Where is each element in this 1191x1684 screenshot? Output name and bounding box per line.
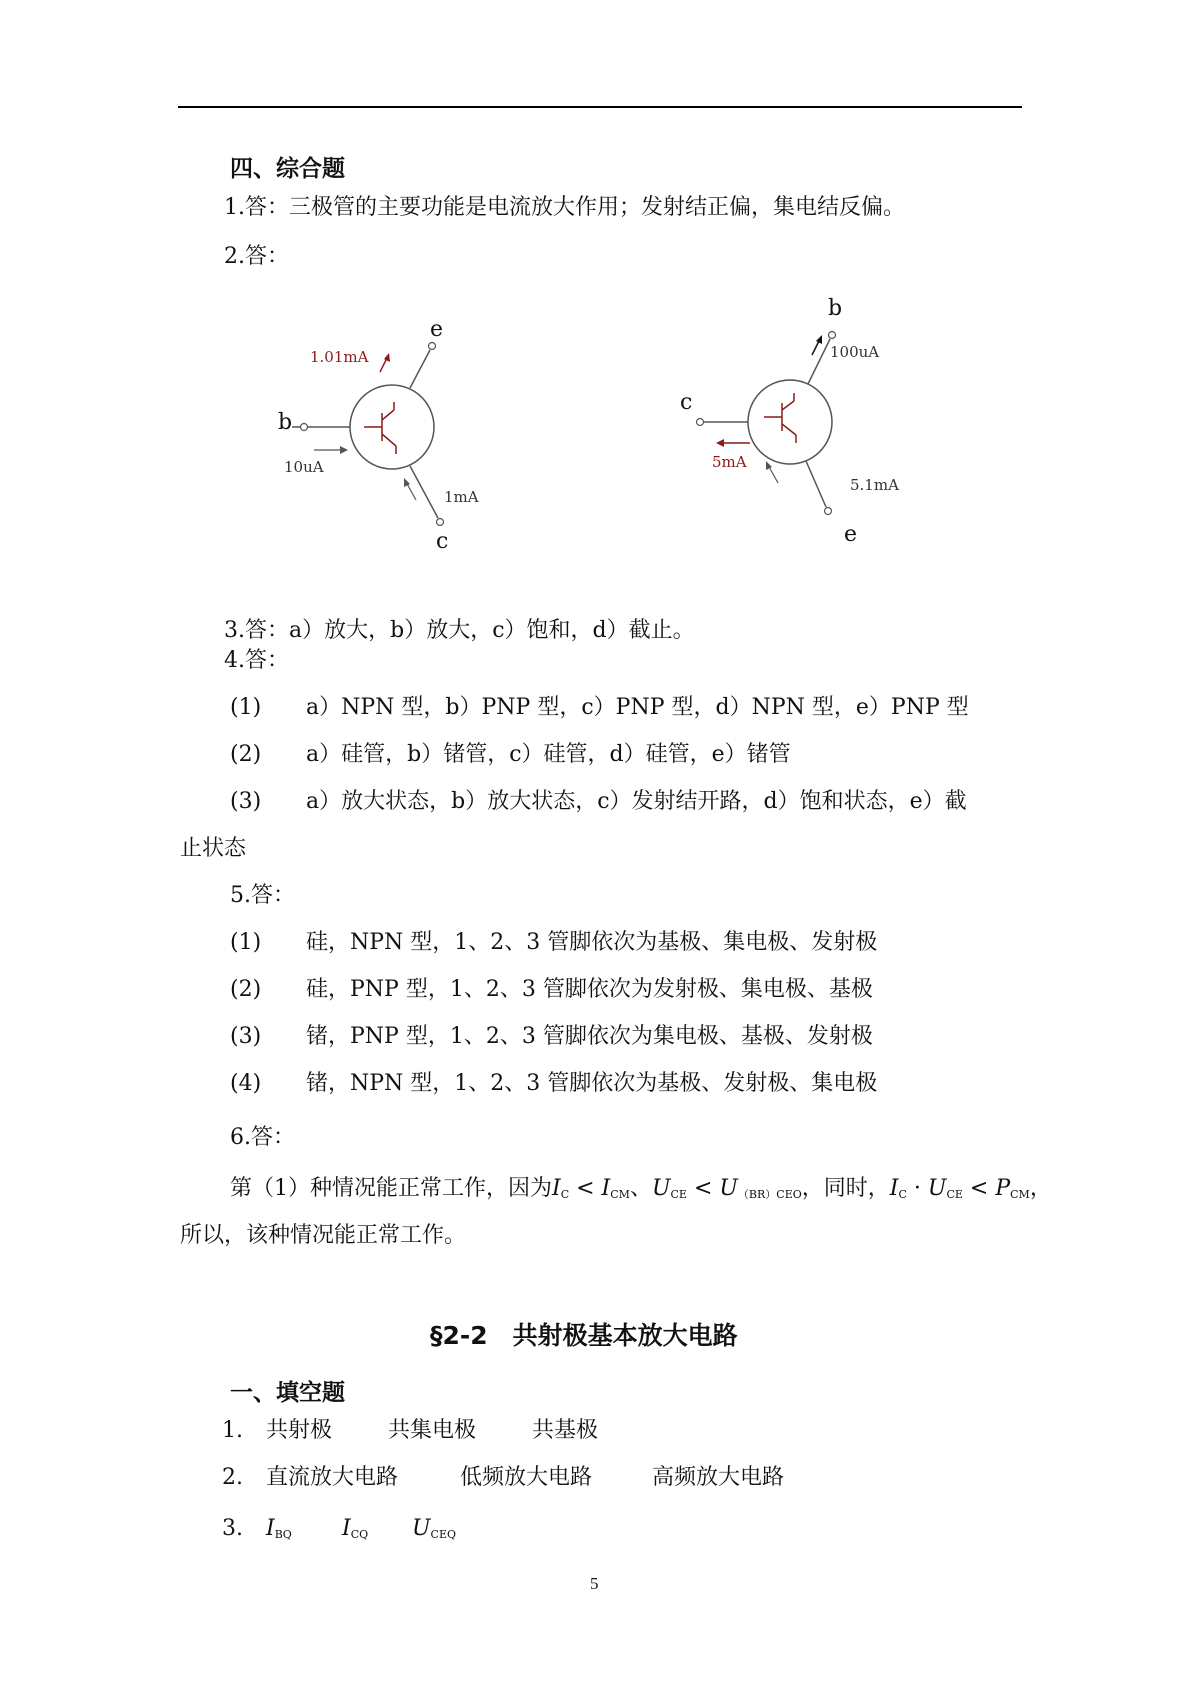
fill-blank-row-2: [222, 1463, 1022, 1493]
current-ic-left: 1mA: [444, 488, 479, 506]
item-text: 硅，NPN 型，1、2、3 管脚依次为基极、集电极、发射极: [306, 930, 878, 955]
blank-answer: 高频放大电路: [652, 1465, 785, 1490]
fill-blank-row-3: [222, 1514, 1022, 1544]
symbol-uce-sub: CE: [670, 1188, 687, 1201]
item-number: (4): [230, 1071, 262, 1096]
answer-4-wrap: 止状态: [180, 836, 247, 861]
label-c-left: c: [436, 529, 449, 554]
section-heading-comprehensive: 四、综合题: [230, 156, 345, 182]
symbol-ic-sub: C: [560, 1188, 570, 1201]
transistor-diagram-right: [660, 285, 940, 560]
dot-operator: ·: [906, 1176, 928, 1201]
section-heading-fill-blank: 一、填空题: [230, 1380, 345, 1406]
current-ie-left: 1.01mA: [310, 348, 369, 366]
label-c-right: c: [680, 390, 693, 415]
item-text: a）NPN 型，b）PNP 型，c）PNP 型，d）NPN 型，e）PNP 型: [306, 695, 969, 720]
symbol-ibq-sub: BQ: [274, 1528, 292, 1541]
item-number: (1): [230, 695, 262, 720]
symbol-uce: U: [651, 1176, 671, 1201]
answer-1: 1.答：三极管的主要功能是电流放大作用；发射结正偏，集电结反偏。: [224, 195, 905, 220]
item-number: (2): [230, 742, 262, 767]
current-ic-right: 5mA: [712, 453, 747, 471]
comma: ，: [1029, 1176, 1052, 1201]
answer-4-label: 4.答：: [224, 648, 289, 673]
symbol-ic: I: [552, 1176, 561, 1201]
row-number: 1.: [222, 1418, 243, 1443]
symbol-icm: I: [601, 1176, 611, 1201]
label-e-right: e: [844, 522, 858, 547]
less-than: <: [569, 1176, 602, 1201]
label-b-left: b: [278, 410, 293, 435]
symbol-pcm: P: [995, 1176, 1011, 1201]
blank-answer: 低频放大电路: [460, 1465, 593, 1490]
blank-answer: 共射极: [266, 1418, 333, 1443]
less-than: <: [686, 1176, 720, 1201]
symbol-ic: I: [889, 1176, 899, 1201]
symbol-ubr: U: [719, 1176, 738, 1201]
blank-answer: 直流放大电路: [266, 1465, 399, 1490]
symbol-uceq-sub: CEQ: [430, 1528, 457, 1541]
symbol-pcm-sub: CM: [1010, 1188, 1030, 1201]
item-text: 锗，PNP 型，1、2、3 管脚依次为集电极、基极、发射极: [306, 1024, 873, 1049]
symbol-icq: I: [342, 1516, 351, 1541]
answer-5-item: [230, 975, 1030, 1005]
row-number: 3.: [222, 1516, 243, 1541]
answer-6-lead: 第（1）种情况能正常工作，因为: [230, 1176, 552, 1201]
current-ib-left: 10uA: [284, 458, 324, 476]
symbol-ubr-sub: （BR）CEO: [737, 1188, 802, 1201]
answer-4-item: [230, 787, 1030, 817]
answer-5-item: [230, 928, 1030, 958]
item-number: (1): [230, 930, 262, 955]
current-ie-right: 5.1mA: [850, 476, 899, 494]
current-ib-right: 100uA: [830, 343, 880, 361]
answer-4-item: [230, 740, 1030, 770]
item-number: (3): [230, 1024, 262, 1049]
transistor-diagram-left: [270, 300, 520, 560]
answer-2-label: 2.答：: [224, 244, 289, 269]
answer-3: 3.答：a）放大，b）放大，c）饱和，d）截止。: [224, 618, 695, 643]
item-text: 硅，PNP 型，1、2、3 管脚依次为发射极、集电极、基极: [306, 977, 873, 1002]
less-than: <: [962, 1176, 996, 1201]
symbol-icq-sub: CQ: [350, 1528, 369, 1541]
label-b-right: b: [828, 296, 843, 321]
symbol-uce: U: [927, 1176, 947, 1201]
answer-6-label: 6.答：: [230, 1125, 295, 1150]
answer-5-label: 5.答：: [230, 883, 295, 908]
symbol-icm-sub: CM: [610, 1188, 630, 1201]
answer-6-mid: ，同时，: [801, 1176, 890, 1201]
item-text: a）硅管，b）锗管，c）硅管，d）硅管，e）锗管: [306, 742, 791, 767]
symbol-uce-sub: CE: [946, 1188, 963, 1201]
item-text: 锗，NPN 型，1、2、3 管脚依次为基极、发射极、集电极: [306, 1071, 878, 1096]
symbol-ibq: I: [266, 1516, 275, 1541]
header-rule: [178, 106, 1022, 108]
blank-answer: 共集电极: [388, 1418, 477, 1443]
row-number: 2.: [222, 1465, 243, 1490]
item-number: (3): [230, 789, 262, 814]
answer-6-line2: 所以，该种情况能正常工作。: [180, 1223, 467, 1248]
blank-answer: 共基极: [532, 1418, 599, 1443]
label-e-left: e: [430, 317, 444, 342]
item-number: (2): [230, 977, 262, 1002]
page-number: 5: [590, 1574, 599, 1593]
chapter-title: §2-2 共射极基本放大电路: [430, 1321, 738, 1350]
symbol-ic-sub: C: [898, 1188, 907, 1201]
symbol-uceq: U: [412, 1516, 431, 1541]
separator: 、: [629, 1176, 652, 1201]
answer-4-item: [230, 693, 1030, 723]
answer-5-item: [230, 1069, 1030, 1099]
item-text: a）放大状态，b）放大状态，c）发射结开路，d）饱和状态，e）截: [306, 789, 967, 814]
answer-6-line1: [230, 1174, 1052, 1210]
answer-5-item: [230, 1022, 1030, 1052]
fill-blank-row-1: [222, 1416, 1022, 1446]
